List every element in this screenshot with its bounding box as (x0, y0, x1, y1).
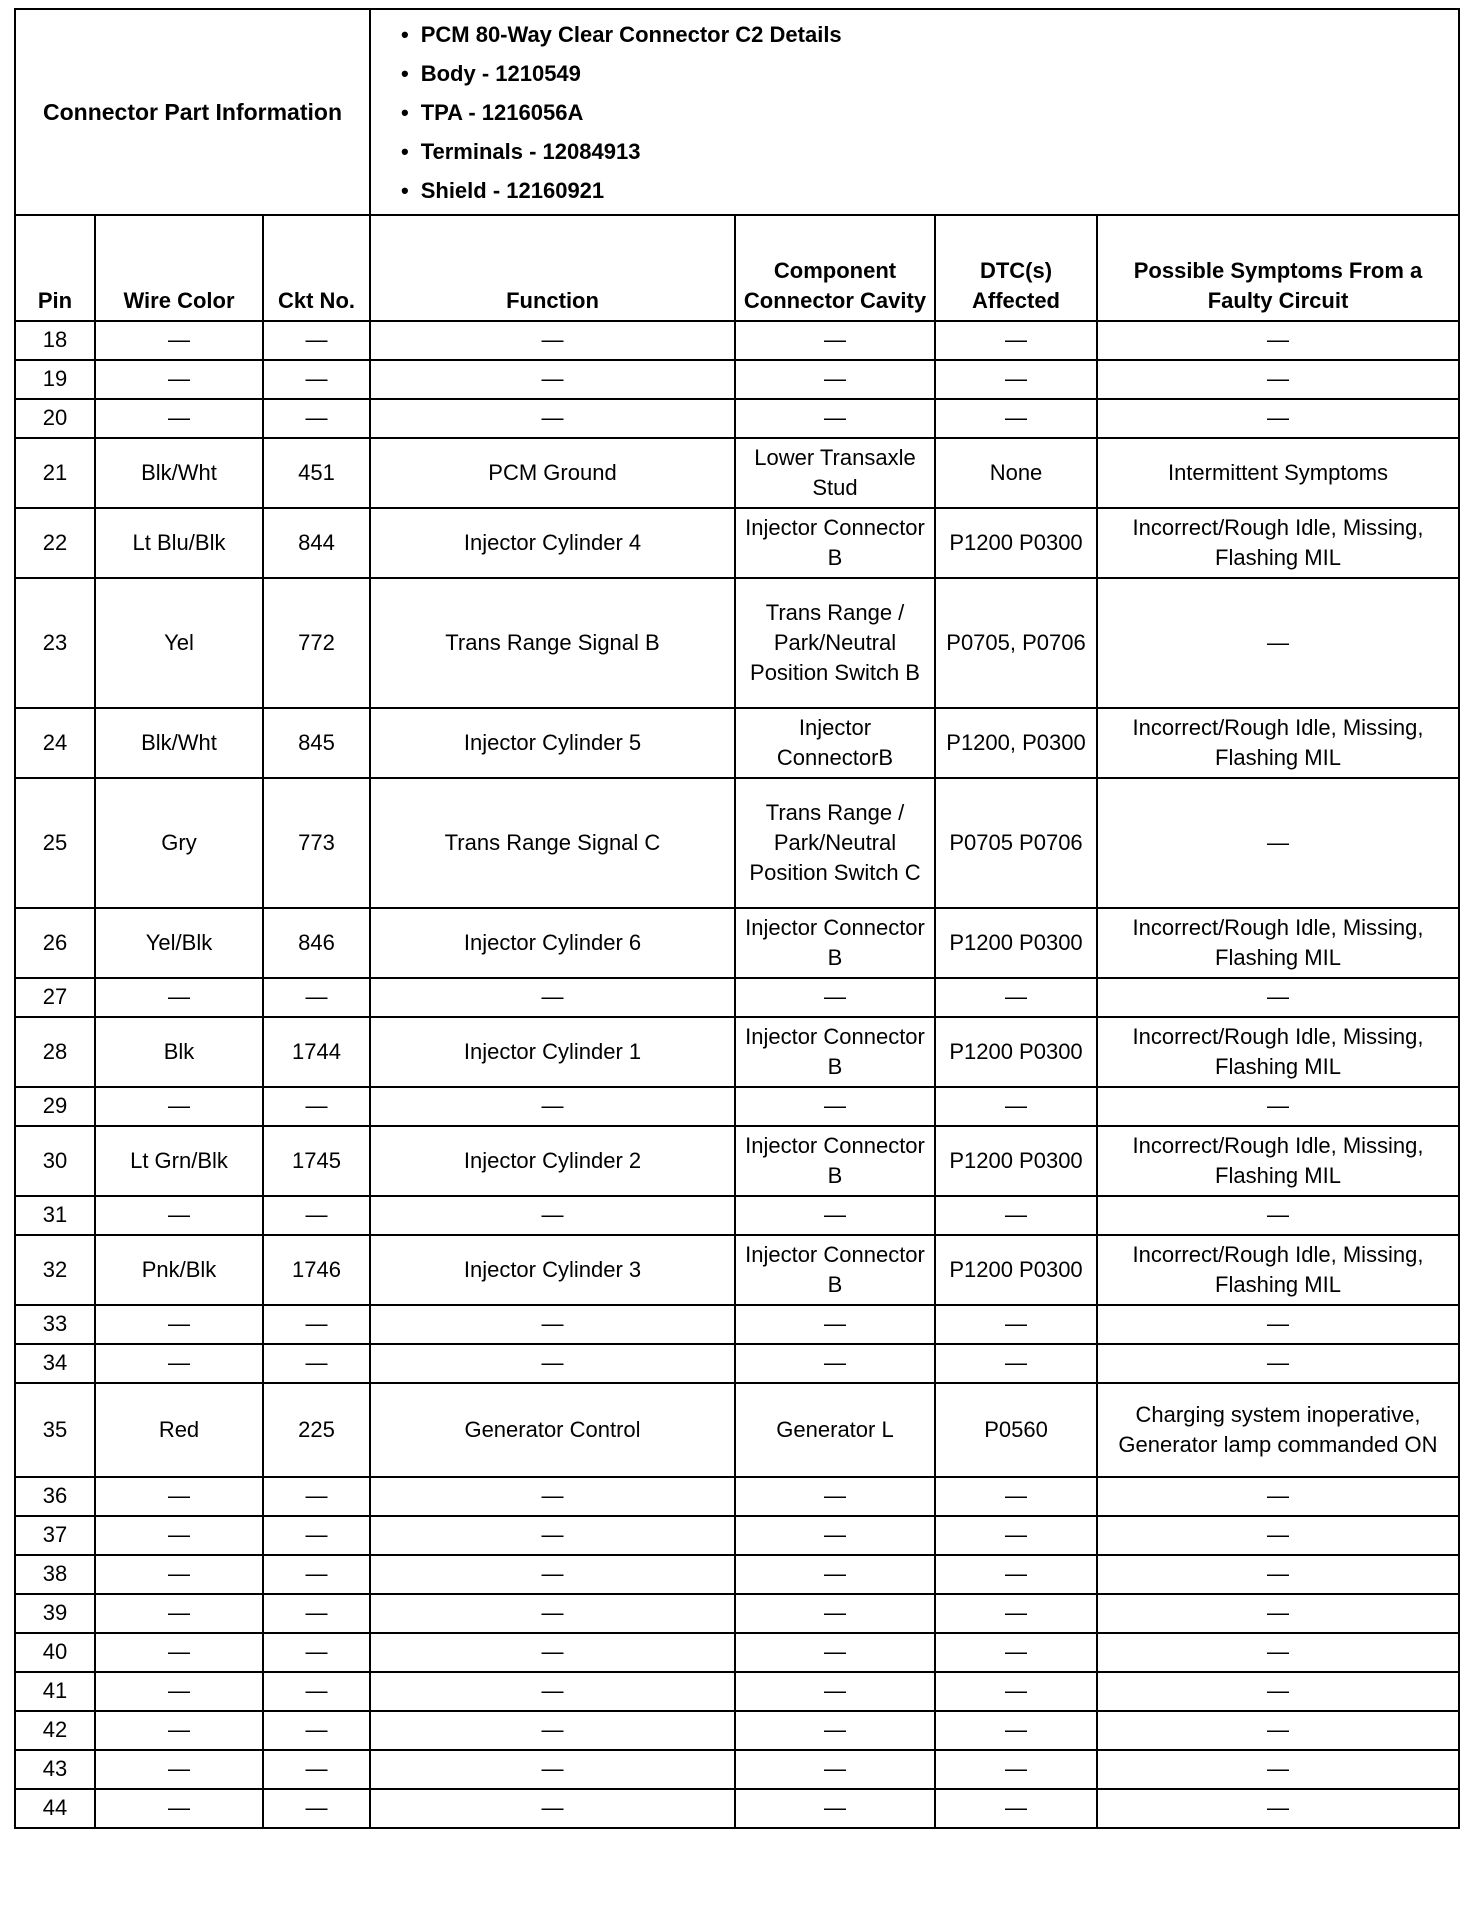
symptoms-cell: — (1097, 978, 1459, 1017)
table-row (15, 1126, 1459, 1196)
connector-info-label: Connector Part Information (15, 9, 370, 215)
dtc-cell: P1200 P0300 (935, 1017, 1097, 1087)
pin-cell: 25 (15, 778, 95, 908)
ckt-no-cell: — (263, 1750, 370, 1789)
pin-cell: 37 (15, 1516, 95, 1555)
wire-color-cell: Yel (95, 578, 263, 708)
wire-color-cell: Lt Blu/Blk (95, 508, 263, 578)
symptoms-cell: — (1097, 778, 1459, 908)
cavity-cell: — (735, 1196, 935, 1235)
symptoms-cell: — (1097, 578, 1459, 708)
function-cell: — (370, 1477, 735, 1516)
function-cell: Trans Range Signal B (370, 578, 735, 708)
wire-color-cell: Blk (95, 1017, 263, 1087)
pin-cell: 33 (15, 1305, 95, 1344)
ckt-no-cell: 772 (263, 578, 370, 708)
dtc-cell: — (935, 1555, 1097, 1594)
dtc-cell: P1200 P0300 (935, 1126, 1097, 1196)
symptoms-cell: Incorrect/Rough Idle, Missing, Flashing MIL (1097, 1126, 1459, 1196)
table-row (15, 321, 1459, 360)
table-row (15, 438, 1459, 508)
ckt-no-cell: 845 (263, 708, 370, 778)
dtc-cell: — (935, 399, 1097, 438)
connector-info-row (15, 9, 1459, 215)
function-cell: — (370, 399, 735, 438)
cavity-cell: Injector ConnectorB (735, 708, 935, 778)
wire-color-cell: — (95, 399, 263, 438)
function-cell: — (370, 1711, 735, 1750)
connector-details-list (401, 15, 1450, 210)
connector-detail-terminals: • Terminals - 12084913 (401, 132, 1450, 171)
cavity-cell: — (735, 1633, 935, 1672)
pin-cell: 43 (15, 1750, 95, 1789)
pin-cell: 27 (15, 978, 95, 1017)
function-cell: — (370, 1672, 735, 1711)
function-cell: — (370, 1633, 735, 1672)
ckt-no-cell: — (263, 1633, 370, 1672)
dtc-cell: P1200 P0300 (935, 1235, 1097, 1305)
table-row (15, 1633, 1459, 1672)
ckt-no-cell: — (263, 1555, 370, 1594)
col-header-symptoms: Possible Symptoms From a Faulty Circuit (1097, 215, 1459, 321)
dtc-cell: — (935, 1196, 1097, 1235)
symptoms-cell: — (1097, 1516, 1459, 1555)
cavity-cell: Generator L (735, 1383, 935, 1477)
cavity-cell: Trans Range / Park/Neutral Position Switch B (735, 578, 935, 708)
pin-cell: 40 (15, 1633, 95, 1672)
cavity-cell: Injector Connector B (735, 908, 935, 978)
ckt-no-cell: — (263, 1789, 370, 1828)
pin-cell: 31 (15, 1196, 95, 1235)
function-cell: Injector Cylinder 6 (370, 908, 735, 978)
dtc-cell: — (935, 1672, 1097, 1711)
wire-color-cell: — (95, 1555, 263, 1594)
dtc-cell: — (935, 1305, 1097, 1344)
wire-color-cell: — (95, 360, 263, 399)
symptoms-cell: — (1097, 1633, 1459, 1672)
ckt-no-cell: 1746 (263, 1235, 370, 1305)
symptoms-cell: Incorrect/Rough Idle, Missing, Flashing MIL (1097, 708, 1459, 778)
cavity-cell: — (735, 978, 935, 1017)
table-row (15, 1672, 1459, 1711)
dtc-cell: P1200 P0300 (935, 908, 1097, 978)
table-row (15, 1594, 1459, 1633)
wire-color-cell: — (95, 978, 263, 1017)
cavity-cell: — (735, 1344, 935, 1383)
pin-cell: 22 (15, 508, 95, 578)
col-header-cavity: Component Connector Cavity (735, 215, 935, 321)
cavity-cell: Injector Connector B (735, 1235, 935, 1305)
function-cell: Injector Cylinder 2 (370, 1126, 735, 1196)
pin-cell: 36 (15, 1477, 95, 1516)
pin-cell: 26 (15, 908, 95, 978)
dtc-cell: None (935, 438, 1097, 508)
ckt-no-cell: — (263, 1516, 370, 1555)
symptoms-cell: Intermittent Symptoms (1097, 438, 1459, 508)
symptoms-cell: — (1097, 1672, 1459, 1711)
function-cell: Injector Cylinder 1 (370, 1017, 735, 1087)
cavity-cell: — (735, 1594, 935, 1633)
pin-cell: 23 (15, 578, 95, 708)
dtc-cell: — (935, 1516, 1097, 1555)
function-cell: Generator Control (370, 1383, 735, 1477)
wire-color-cell: — (95, 1750, 263, 1789)
pin-table-body (15, 321, 1459, 1828)
wire-color-cell: Gry (95, 778, 263, 908)
pin-cell: 24 (15, 708, 95, 778)
function-cell: Injector Cylinder 3 (370, 1235, 735, 1305)
connector-detail-title: • PCM 80-Way Clear Connector C2 Details (401, 15, 1450, 54)
pin-cell: 38 (15, 1555, 95, 1594)
function-cell: — (370, 1305, 735, 1344)
wire-color-cell: — (95, 1516, 263, 1555)
dtc-cell: — (935, 1477, 1097, 1516)
dtc-cell: — (935, 1594, 1097, 1633)
pin-cell: 20 (15, 399, 95, 438)
wire-color-cell: Red (95, 1383, 263, 1477)
symptoms-cell: — (1097, 360, 1459, 399)
pin-cell: 39 (15, 1594, 95, 1633)
table-row (15, 1017, 1459, 1087)
dtc-cell: — (935, 1750, 1097, 1789)
wire-color-cell: — (95, 1087, 263, 1126)
function-cell: Injector Cylinder 4 (370, 508, 735, 578)
ckt-no-cell: — (263, 1594, 370, 1633)
wire-color-cell: — (95, 1789, 263, 1828)
function-cell: — (370, 1594, 735, 1633)
table-row (15, 908, 1459, 978)
symptoms-cell: — (1097, 1305, 1459, 1344)
symptoms-cell: — (1097, 1594, 1459, 1633)
ckt-no-cell: 451 (263, 438, 370, 508)
wire-color-cell: — (95, 1594, 263, 1633)
function-cell: — (370, 1516, 735, 1555)
function-cell: PCM Ground (370, 438, 735, 508)
table-row (15, 1477, 1459, 1516)
dtc-cell: — (935, 978, 1097, 1017)
dtc-cell: — (935, 1087, 1097, 1126)
function-cell: — (370, 1087, 735, 1126)
pin-cell: 30 (15, 1126, 95, 1196)
ckt-no-cell: — (263, 1477, 370, 1516)
pin-cell: 35 (15, 1383, 95, 1477)
function-cell: — (370, 978, 735, 1017)
dtc-cell: P0705, P0706 (935, 578, 1097, 708)
wire-color-cell: — (95, 1196, 263, 1235)
symptoms-cell: — (1097, 1789, 1459, 1828)
ckt-no-cell: — (263, 1305, 370, 1344)
pin-cell: 21 (15, 438, 95, 508)
dtc-cell: P0705 P0706 (935, 778, 1097, 908)
symptoms-cell: — (1097, 1196, 1459, 1235)
col-header-ckt-no: Ckt No. (263, 215, 370, 321)
pin-cell: 42 (15, 1711, 95, 1750)
connector-details-cell (370, 9, 1459, 215)
wire-color-cell: — (95, 321, 263, 360)
symptoms-cell: — (1097, 1750, 1459, 1789)
dtc-cell: — (935, 360, 1097, 399)
col-header-function: Function (370, 215, 735, 321)
table-row (15, 1383, 1459, 1477)
function-cell: — (370, 360, 735, 399)
symptoms-cell: Incorrect/Rough Idle, Missing, Flashing MIL (1097, 908, 1459, 978)
wire-color-cell: Pnk/Blk (95, 1235, 263, 1305)
cavity-cell: — (735, 399, 935, 438)
symptoms-cell: — (1097, 1711, 1459, 1750)
wire-color-cell: — (95, 1477, 263, 1516)
table-row (15, 578, 1459, 708)
table-row (15, 399, 1459, 438)
symptoms-cell: Charging system inoperative, Generator lamp commanded ON (1097, 1383, 1459, 1477)
cavity-cell: — (735, 1516, 935, 1555)
connector-detail-shield: • Shield - 12160921 (401, 171, 1450, 210)
table-row (15, 1235, 1459, 1305)
function-cell: — (370, 1555, 735, 1594)
wire-color-cell: Yel/Blk (95, 908, 263, 978)
pin-cell: 32 (15, 1235, 95, 1305)
cavity-cell: — (735, 360, 935, 399)
dtc-cell: — (935, 1344, 1097, 1383)
table-row (15, 1196, 1459, 1235)
function-cell: — (370, 1789, 735, 1828)
table-row (15, 360, 1459, 399)
symptoms-cell: — (1097, 1087, 1459, 1126)
table-row (15, 1789, 1459, 1828)
wire-color-cell: Blk/Wht (95, 708, 263, 778)
wire-color-cell: — (95, 1633, 263, 1672)
wire-color-cell: — (95, 1672, 263, 1711)
pin-cell: 28 (15, 1017, 95, 1087)
connector-detail-body: • Body - 1210549 (401, 54, 1450, 93)
dtc-cell: — (935, 1633, 1097, 1672)
ckt-no-cell: — (263, 1711, 370, 1750)
wire-color-cell: Lt Grn/Blk (95, 1126, 263, 1196)
ckt-no-cell: — (263, 321, 370, 360)
table-row (15, 1087, 1459, 1126)
cavity-cell: — (735, 1711, 935, 1750)
ckt-no-cell: 1744 (263, 1017, 370, 1087)
pin-cell: 44 (15, 1789, 95, 1828)
ckt-no-cell: 1745 (263, 1126, 370, 1196)
pin-cell: 19 (15, 360, 95, 399)
function-cell: — (370, 1750, 735, 1789)
table-row (15, 978, 1459, 1017)
symptoms-cell: — (1097, 399, 1459, 438)
ckt-no-cell: — (263, 1344, 370, 1383)
table-row (15, 1711, 1459, 1750)
cavity-cell: Injector Connector B (735, 1017, 935, 1087)
col-header-pin: Pin (15, 215, 95, 321)
function-cell: — (370, 1344, 735, 1383)
ckt-no-cell: — (263, 360, 370, 399)
connector-info-table (14, 8, 1460, 216)
ckt-no-cell: 844 (263, 508, 370, 578)
connector-detail-tpa: • TPA - 1216056A (401, 93, 1450, 132)
table-row (15, 1750, 1459, 1789)
table-row (15, 1305, 1459, 1344)
cavity-cell: — (735, 1555, 935, 1594)
pin-table-header (15, 215, 1459, 321)
col-header-dtc: DTC(s) Affected (935, 215, 1097, 321)
cavity-cell: — (735, 1672, 935, 1711)
function-cell: Trans Range Signal C (370, 778, 735, 908)
cavity-cell: — (735, 1305, 935, 1344)
connector-document (14, 8, 1458, 1829)
cavity-cell: Injector Connector B (735, 1126, 935, 1196)
ckt-no-cell: — (263, 1672, 370, 1711)
ckt-no-cell: 846 (263, 908, 370, 978)
cavity-cell: Trans Range / Park/Neutral Position Switch C (735, 778, 935, 908)
pin-cell: 41 (15, 1672, 95, 1711)
table-row (15, 778, 1459, 908)
col-header-wire-color: Wire Color (95, 215, 263, 321)
table-row (15, 1516, 1459, 1555)
wire-color-cell: Blk/Wht (95, 438, 263, 508)
cavity-cell: — (735, 1087, 935, 1126)
symptoms-cell: Incorrect/Rough Idle, Missing, Flashing MIL (1097, 1235, 1459, 1305)
dtc-cell: — (935, 1789, 1097, 1828)
symptoms-cell: — (1097, 1555, 1459, 1594)
symptoms-cell: Incorrect/Rough Idle, Missing, Flashing MIL (1097, 1017, 1459, 1087)
symptoms-cell: — (1097, 1344, 1459, 1383)
table-row (15, 708, 1459, 778)
cavity-cell: Injector Connector B (735, 508, 935, 578)
pin-cell: 18 (15, 321, 95, 360)
dtc-cell: P1200, P0300 (935, 708, 1097, 778)
symptoms-cell: Incorrect/Rough Idle, Missing, Flashing MIL (1097, 508, 1459, 578)
cavity-cell: — (735, 1477, 935, 1516)
ckt-no-cell: — (263, 399, 370, 438)
cavity-cell: — (735, 1750, 935, 1789)
function-cell: — (370, 1196, 735, 1235)
ckt-no-cell: 773 (263, 778, 370, 908)
ckt-no-cell: — (263, 978, 370, 1017)
wire-color-cell: — (95, 1305, 263, 1344)
table-row (15, 1344, 1459, 1383)
cavity-cell: Lower Transaxle Stud (735, 438, 935, 508)
dtc-cell: P1200 P0300 (935, 508, 1097, 578)
ckt-no-cell: — (263, 1196, 370, 1235)
cavity-cell: — (735, 1789, 935, 1828)
pin-cell: 29 (15, 1087, 95, 1126)
pin-table (14, 214, 1460, 1829)
wire-color-cell: — (95, 1344, 263, 1383)
cavity-cell: — (735, 321, 935, 360)
symptoms-cell: — (1097, 321, 1459, 360)
wire-color-cell: — (95, 1711, 263, 1750)
ckt-no-cell: — (263, 1087, 370, 1126)
table-row (15, 1555, 1459, 1594)
function-cell: — (370, 321, 735, 360)
pin-cell: 34 (15, 1344, 95, 1383)
function-cell: Injector Cylinder 5 (370, 708, 735, 778)
ckt-no-cell: 225 (263, 1383, 370, 1477)
table-row (15, 508, 1459, 578)
dtc-cell: — (935, 1711, 1097, 1750)
symptoms-cell: — (1097, 1477, 1459, 1516)
dtc-cell: — (935, 321, 1097, 360)
dtc-cell: P0560 (935, 1383, 1097, 1477)
